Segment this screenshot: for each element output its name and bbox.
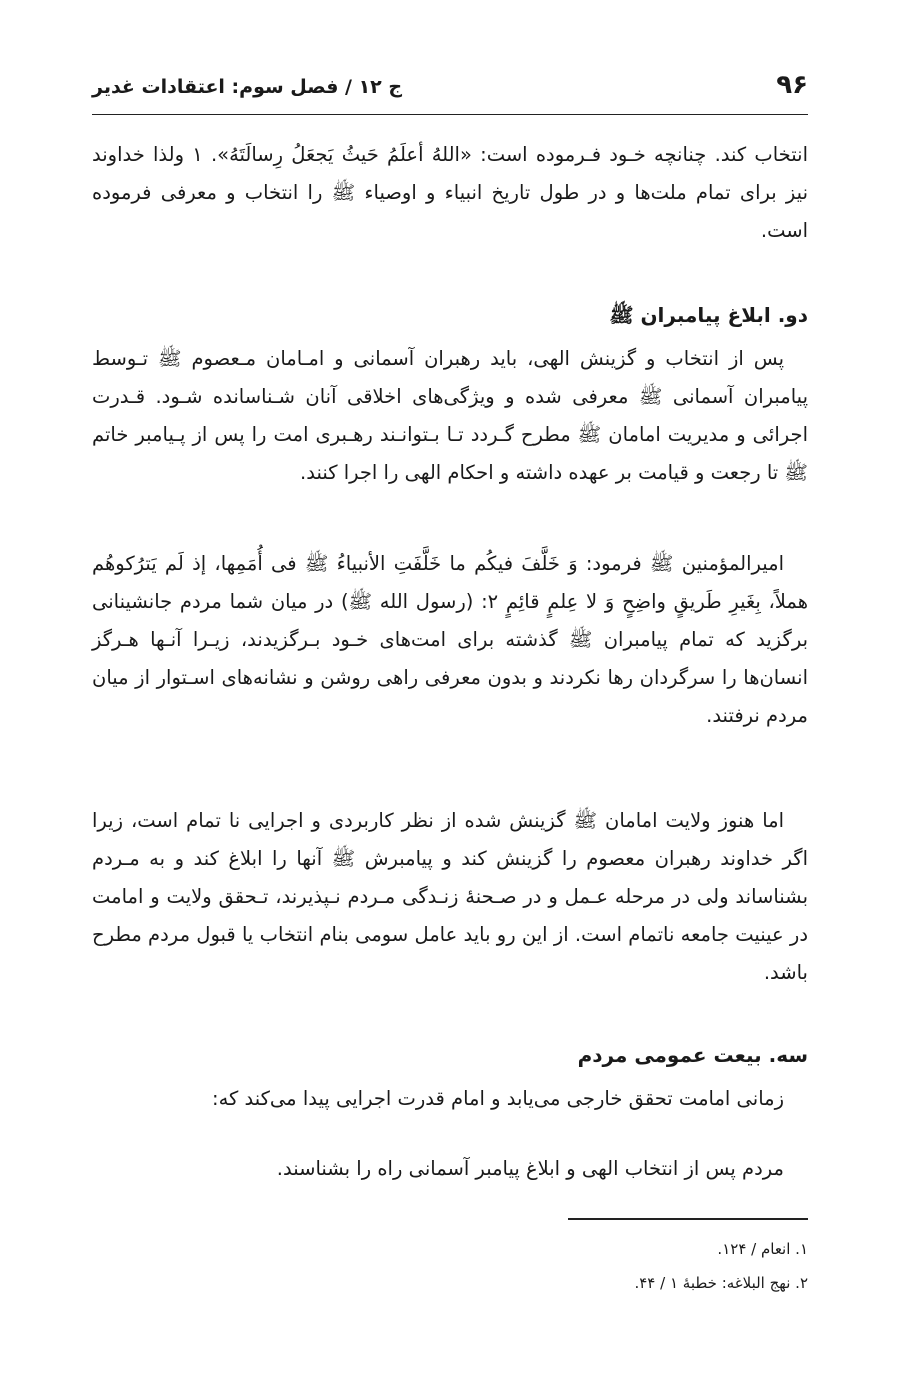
paragraph-5: زمانی امامت تحقق خارجی می‌یابد و امام قدرت اجرایی پیدا می‌کند که:	[212, 1087, 784, 1110]
footnote-2: ۲. نهج البلاغه: خطبهٔ ۱ / ۴۴.	[634, 1274, 808, 1292]
paragraph-4: اما هنوز ولایت امامان ﷺ گزینش شده از نظر کاربردی و اجرایی نا تمام است، زیرا اگر خداوند رهبران معصوم را گزینش کند و پیامبرش ﷺ آنها را ابلاغ کند و به مـردم بشناساند ولی در مرحله عـمل و در صـحنهٔ زنـدگی مـردم نـپذیرند، تـحقق ولایت و امامت در عینیت جامعه ناتمام است. از این رو باید عامل سومی بنام انتخاب یا قبول مردم مطرح باشد.	[92, 809, 808, 984]
paragraph-1: انتخاب کند. چنانچه خـود فـرموده است: «اللهُ أعلَمُ حَیثُ یَجعَلُ رِسالَتَهُ». ۱ ولذا خداوند نیز برای تمام ملت‌ها و در طول تاریخ انبیاء و اوصیاء ﷺ را انتخاب و معرفی فرموده است.	[92, 143, 809, 242]
page-number: ۹۶	[776, 70, 808, 100]
header-divider	[92, 114, 808, 115]
footnote-1: ۱. انعام / ۱۲۴.	[717, 1240, 808, 1258]
section-heading-three: سه. بیعت عمومی مردم	[577, 1043, 808, 1067]
paragraph-3: امیرالمؤمنین ﷺ فرمود: وَ خَلَّفَ فیکُم ما خَلَّفَتِ الأنبیاءُ ﷺ فی أُمَمِها، إذ لَم یَترُکوهُم هملاً، بِغَیرِ طَریقٍ واضِحٍ وَ لا عِلمٍ قائِمٍ ۲: (رسول الله ﷺ) در میان شما مردم جانشینانی برگزید که تمام پیامبران ﷺ گذشته برای امت‌های خـود بـرگزیدند، زیـرا آنـها هـرگز انسان‌ها را سرگردان رها نکردند و بدون معرفی راهی روشن و نشانه‌های اسـتوار از میان مردم نرفتند.	[92, 552, 808, 727]
book-page	[92, 0, 808, 1390]
paragraph-2: پس از انتخاب و گزینش الهی، باید رهبران آسمانی و امـامان مـعصوم ﷺ تـوسط پیامبران آسمانی ﷺ معرفی شده و ویژگی‌های اخلاقی آنان شـناسانده شـود. قـدرت اجرائی و مدیریت امامان ﷺ مطرح گـردد تـا بـتوانـند رهـبری امت را پس از پـیامبر خاتم ﷺ تا رجعت و قیامت بر عهده داشته و احکام الهی را اجرا کنند.	[92, 347, 808, 484]
page-header	[92, 70, 808, 106]
footnote-divider	[568, 1218, 808, 1220]
section-heading-two: دو. ابلاغ پیامبران ﷺ	[609, 303, 808, 327]
running-head: ج ۱۲ / فصل سوم: اعتقادات غدیر	[92, 76, 403, 98]
paragraph-6: مردم پس از انتخاب الهی و ابلاغ پیامبر آسمانی راه را بشناسند.	[276, 1157, 784, 1180]
